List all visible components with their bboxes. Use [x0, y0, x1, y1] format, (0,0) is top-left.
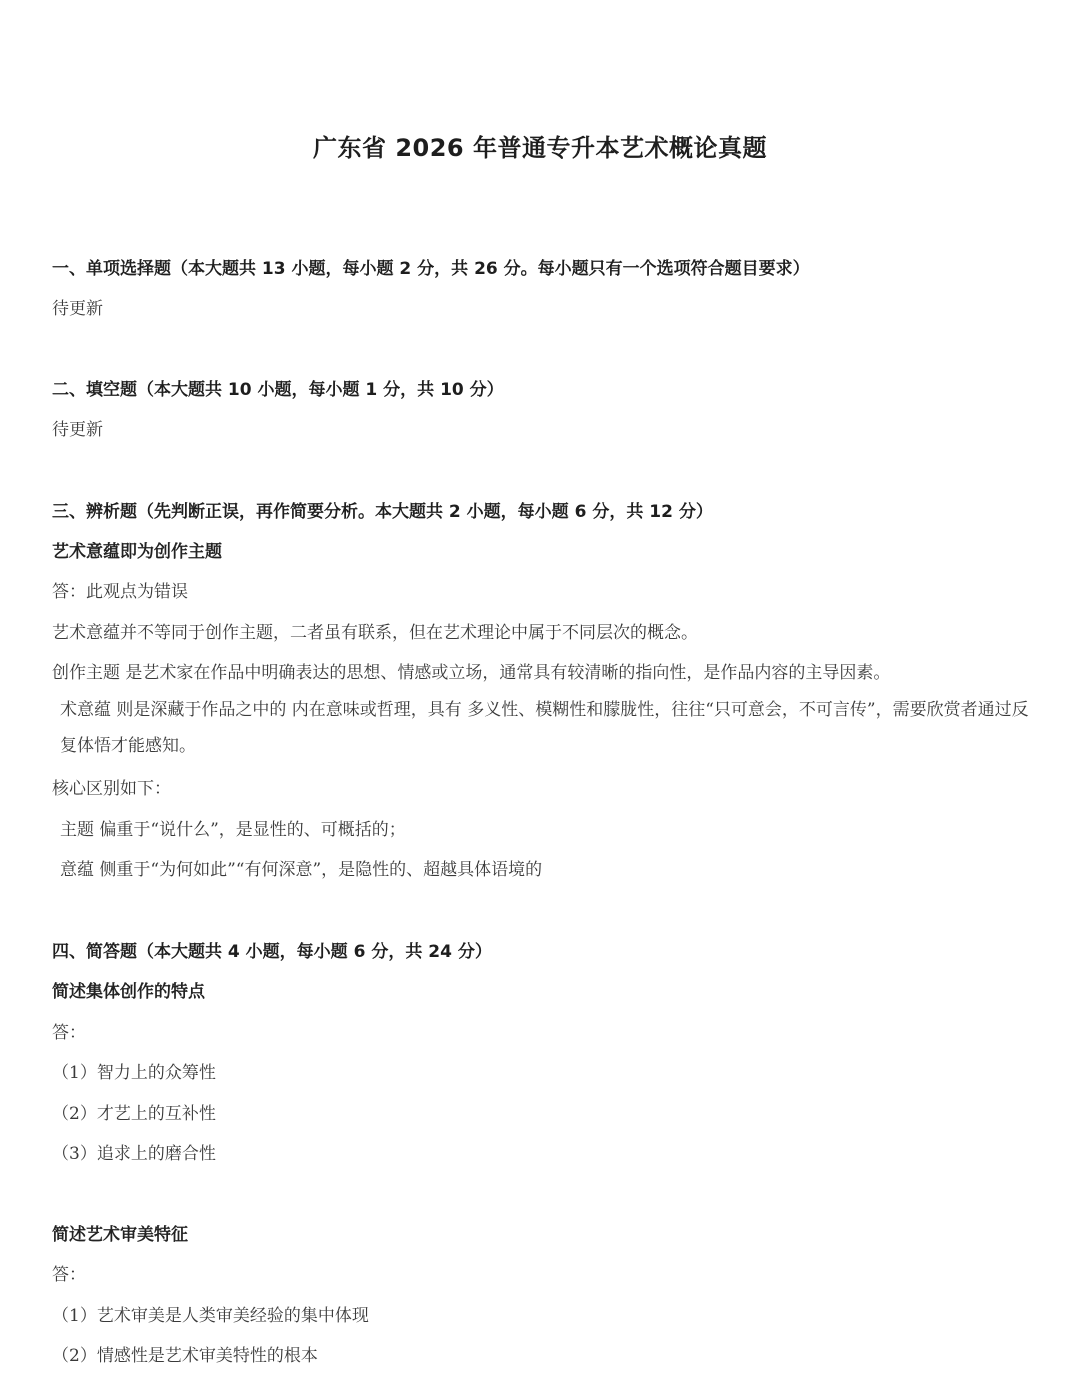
- section-3-paragraph-3: 术意蕴 则是深藏于作品之中的 内在意味或哲理，具有 多义性、模糊性和朦胧性，往往“只可意会，不可言传”，需要欣赏者通过反复体悟才能感知。: [60, 700, 1029, 756]
- section-2-content: 待更新: [52, 420, 103, 440]
- section-3-heading: 三、辨析题（先判断正误，再作简要分析。本大题共 2 小题，每小题 6 分，共 12 分）: [52, 502, 713, 522]
- section-4-q1-item-1: （1）智力上的众筹性: [52, 1063, 216, 1083]
- section-3-question: 艺术意蕴即为创作主题: [52, 542, 222, 562]
- section-4-q1-item-3: （3）追求上的磨合性: [52, 1144, 216, 1164]
- section-3-paragraph-4: 核心区别如下：: [52, 779, 171, 799]
- section-3-paragraph-5: 主题 偏重于“说什么”，是显性的、可概括的；: [60, 820, 406, 840]
- section-3-paragraph-1: 艺术意蕴并不等同于创作主题，二者虽有联系，但在艺术理论中属于不同层次的概念。: [52, 623, 698, 643]
- section-1-heading: 一、单项选择题（本大题共 13 小题，每小题 2 分，共 26 分。每小题只有一个选项符合题目要求）: [52, 259, 810, 279]
- page-title: 广东省 2026 年普通专升本艺术概论真题: [312, 134, 767, 162]
- section-3-paragraph-6: 意蕴 侧重于“为何如此”“有何深意”，是隐性的、超越具体语境的: [60, 860, 543, 880]
- section-1-content: 待更新: [52, 299, 103, 319]
- section-3-answer: 答：此观点为错误: [52, 582, 188, 602]
- section-4-q1-item-2: （2）才艺上的互补性: [52, 1104, 216, 1124]
- section-4-answer-2: 答：: [52, 1265, 86, 1285]
- section-4-heading: 四、简答题（本大题共 4 小题，每小题 6 分，共 24 分）: [52, 942, 492, 962]
- section-2-heading: 二、填空题（本大题共 10 小题，每小题 1 分，共 10 分）: [52, 380, 504, 400]
- section-3-paragraph-2: 创作主题 是艺术家在作品中明确表达的思想、情感或立场，通常具有较清晰的指向性，是作品内容的主导因素。: [52, 663, 891, 683]
- section-4-question-2: 简述艺术审美特征: [52, 1225, 188, 1245]
- section-4-q2-item-1: （1）艺术审美是人类审美经验的集中体现: [52, 1306, 369, 1326]
- section-4-question-1: 简述集体创作的特点: [52, 982, 205, 1002]
- section-4-answer-1: 答：: [52, 1023, 86, 1043]
- section-4-q2-item-2: （2）情感性是艺术审美特性的根本: [52, 1346, 318, 1366]
